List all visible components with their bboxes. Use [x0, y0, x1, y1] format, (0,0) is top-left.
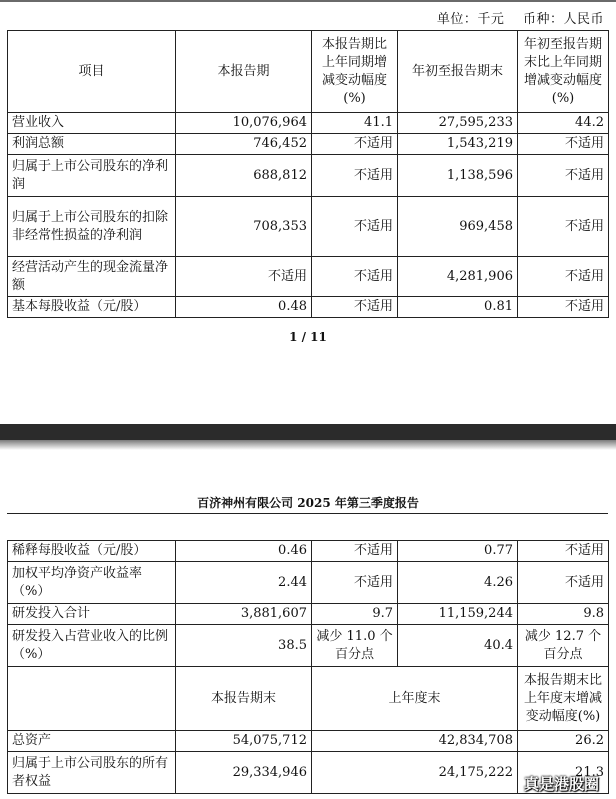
header-current-change: 本报告期比上年同期增减变动幅度(%): [312, 31, 398, 113]
row-label: 总资产: [8, 731, 176, 752]
header-current-period: 本报告期: [176, 31, 312, 113]
cell-value: 54,075,712: [176, 731, 312, 752]
cell-value: 不适用: [518, 541, 609, 562]
row-label: 稀释每股收益（元/股）: [8, 541, 176, 562]
cell-value: 0.77: [398, 541, 518, 562]
page-separator: [0, 424, 616, 440]
cell-value: 3,881,607: [176, 604, 312, 625]
cell-value: 29,334,946: [176, 752, 312, 794]
cell-value: 0.81: [398, 297, 518, 318]
currency-label: 币种：人民币: [522, 12, 604, 27]
cell-value: 9.8: [518, 604, 609, 625]
balance-header-row: [8, 667, 609, 731]
table-row: [8, 257, 609, 297]
cell-value: 0.46: [176, 541, 312, 562]
cell-value: 42,834,708: [312, 731, 518, 752]
title-rule: [7, 513, 608, 514]
cell-value: 不适用: [312, 297, 398, 318]
table-row: [8, 604, 609, 625]
table-row: [8, 752, 609, 794]
header-item: 项目: [8, 31, 176, 113]
cell-value: 40.4: [398, 625, 518, 667]
table-row: [8, 731, 609, 752]
table-header-row: [8, 31, 609, 113]
cell-value: 不适用: [312, 562, 398, 604]
table-row: [8, 113, 609, 134]
cell-value: 4.26: [398, 562, 518, 604]
cell-value: 不适用: [518, 297, 609, 318]
page-top-rule: [0, 0, 616, 2]
unit-label: 单位：千元: [436, 12, 505, 27]
cell-value: 688,812: [176, 155, 312, 197]
header-ytd-change: 年初至报告期末比上年同期增减变动幅度(%): [518, 31, 609, 113]
cell-value: 26.2: [518, 731, 609, 752]
row-label: 加权平均净资产收益率（%）: [8, 562, 176, 604]
report-title: 百济神州有限公司 2025 年第三季度报告: [197, 496, 419, 510]
page-separator-shadow: [0, 440, 616, 450]
financial-table-page1: [7, 30, 609, 318]
cell-value: 不适用: [518, 155, 609, 197]
cell-value: 2.44: [176, 562, 312, 604]
cell-value: 746,452: [176, 134, 312, 155]
row-label: 研发投入占营业收入的比例（%）: [8, 625, 176, 667]
table-row: [8, 297, 609, 318]
cell-value: 24,175,222: [312, 752, 518, 794]
cell-value: 4,281,906: [398, 257, 518, 297]
cell-value: 44.2: [518, 113, 609, 134]
table-row: [8, 625, 609, 667]
cell-value: 不适用: [176, 257, 312, 297]
cell-value: 不适用: [518, 257, 609, 297]
cell-value: 不适用: [312, 257, 398, 297]
row-label: 归属于上市公司股东的净利润: [8, 155, 176, 197]
cell-value: 10,076,964: [176, 113, 312, 134]
row-label: 研发投入合计: [8, 604, 176, 625]
cell-value: 708,353: [176, 197, 312, 257]
row-label: 基本每股收益（元/股）: [8, 297, 176, 318]
cell-value: 0.48: [176, 297, 312, 318]
header-period-end: 本报告期末: [176, 667, 312, 731]
row-label: 经营活动产生的现金流量净额: [8, 257, 176, 297]
table-row: [8, 155, 609, 197]
cell-value: 不适用: [518, 197, 609, 257]
cell-value: 21.3: [518, 752, 609, 794]
cell-value: 969,458: [398, 197, 518, 257]
page-number: 1 / 11: [289, 330, 327, 344]
table-row: [8, 134, 609, 155]
row-label: 利润总额: [8, 134, 176, 155]
financial-table-page2: [7, 540, 609, 794]
watermark: 真是港股圈: [524, 775, 600, 793]
row-label: 归属于上市公司股东的所有者权益: [8, 752, 176, 794]
cell-value: 1,138,596: [398, 155, 518, 197]
cell-value: 不适用: [312, 541, 398, 562]
header-prior-year-end: 上年度末: [312, 667, 518, 731]
header-period-change: 本报告期末比上年度末增减变动幅度(%): [518, 667, 609, 731]
table-row: [8, 541, 609, 562]
cell-value: 减少 11.0 个百分点: [312, 625, 398, 667]
cell-value: 11,159,244: [398, 604, 518, 625]
cell-value: 不适用: [312, 197, 398, 257]
cell-value: 不适用: [312, 134, 398, 155]
cell-value: 9.7: [312, 604, 398, 625]
cell-value: 1,543,219: [398, 134, 518, 155]
cell-value: 41.1: [312, 113, 398, 134]
cell-value: 减少 12.7 个百分点: [518, 625, 609, 667]
cell-value: 不适用: [518, 562, 609, 604]
table-row: [8, 562, 609, 604]
row-label: 归属于上市公司股东的扣除非经常性损益的净利润: [8, 197, 176, 257]
unit-line: [423, 8, 604, 27]
row-label: 营业收入: [8, 113, 176, 134]
cell-value: 不适用: [312, 155, 398, 197]
cell-value: 27,595,233: [398, 113, 518, 134]
header-ytd: 年初至报告期末: [398, 31, 518, 113]
balance-header-blank: [8, 667, 176, 731]
cell-value: 不适用: [518, 134, 609, 155]
table-row: [8, 197, 609, 257]
cell-value: 38.5: [176, 625, 312, 667]
